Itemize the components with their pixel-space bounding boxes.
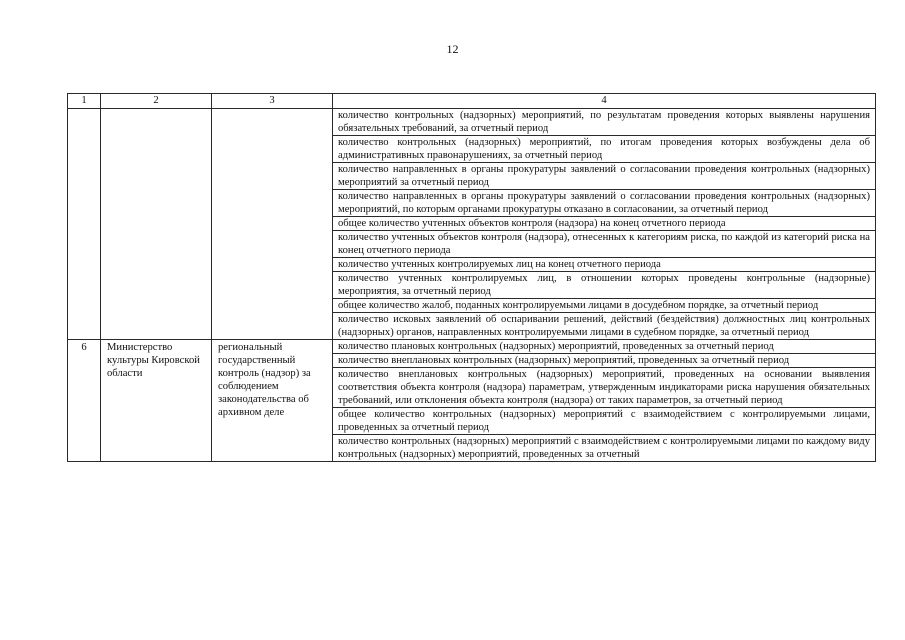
row-number-cell: 6 (68, 340, 101, 462)
indicator-cell: количество внеплановых контрольных (надзорных) мероприятий, проведенных за отчетный период (333, 354, 876, 368)
continued-number-cell (68, 109, 101, 340)
continued-authority-cell (101, 109, 212, 340)
indicator-cell: общее количество контрольных (надзорных) мероприятий с взаимодействием с контролируемыми лицами, проведенных за отчетный период (333, 408, 876, 435)
indicator-cell: количество исковых заявлений об оспаривании решений, действий (бездействия) должностных лиц контрольных (надзорных) органов, направленных контролируемыми лицами в судебном порядке, за отчетный период (333, 313, 876, 340)
indicator-cell: количество плановых контрольных (надзорных) мероприятий, проведенных за отчетный период (333, 340, 876, 354)
indicator-cell: количество контрольных (надзорных) мероприятий с взаимодействием с контролируемыми лицами по каждому виду контрольных (надзорных) мероприятий, проведенных за отчетный (333, 435, 876, 462)
indicator-cell: количество учтенных контролируемых лиц, в отношении которых проведены контрольные (надзорные) мероприятия, за отчетный период (333, 272, 876, 299)
indicator-cell: количество контрольных (надзорных) мероприятий, по итогам проведения которых возбуждены дела об административных правонарушениях, за отчетный период (333, 136, 876, 163)
indicator-cell: количество направленных в органы прокуратуры заявлений о согласовании проведения контрольных (надзорных) мероприятий, по которым органами прокуратуры отказано в согласовании, за отчетный период (333, 190, 876, 217)
indicator-cell: количество учтенных объектов контроля (надзора), отнесенных к категориям риска, по каждой из категорий риска на конец отчетного периода (333, 231, 876, 258)
header-col-2: 2 (101, 94, 212, 109)
table-header-row (68, 94, 876, 109)
table-row (68, 109, 876, 136)
page-number: 12 (446, 42, 459, 56)
indicator-cell: количество контрольных (надзорных) мероприятий, по результатам проведения которых выявлены нарушения обязательных требований, за отчетный период (333, 109, 876, 136)
header-col-3: 3 (212, 94, 333, 109)
indicator-cell: количество направленных в органы прокуратуры заявлений о согласовании проведения контрольных (надзорных) мероприятий за отчетный период (333, 163, 876, 190)
control-type-cell: региональный государственный контроль (надзор) за соблюдением законодательства об архивном деле (212, 340, 333, 462)
indicator-cell: количество учтенных контролируемых лиц на конец отчетного периода (333, 258, 876, 272)
table-row (68, 340, 876, 354)
indicator-cell: общее количество учтенных объектов контроля (надзора) на конец отчетного периода (333, 217, 876, 231)
authority-cell: Министерство культуры Кировской области (101, 340, 212, 462)
header-col-4: 4 (333, 94, 876, 109)
indicators-table (67, 93, 876, 462)
indicator-cell: общее количество жалоб, поданных контролируемыми лицами в досудебном порядке, за отчетный период (333, 299, 876, 313)
header-col-1: 1 (68, 94, 101, 109)
indicator-cell: количество внеплановых контрольных (надзорных) мероприятий, проведенных на основании выявления соответствия объекта контроля (надзора) параметрам, утвержденным индикаторами риска нарушения обязательных требований, или отклонения объекта контроля (надзора) от таких параметров, за отчетный период (333, 368, 876, 408)
continued-control-type-cell (212, 109, 333, 340)
